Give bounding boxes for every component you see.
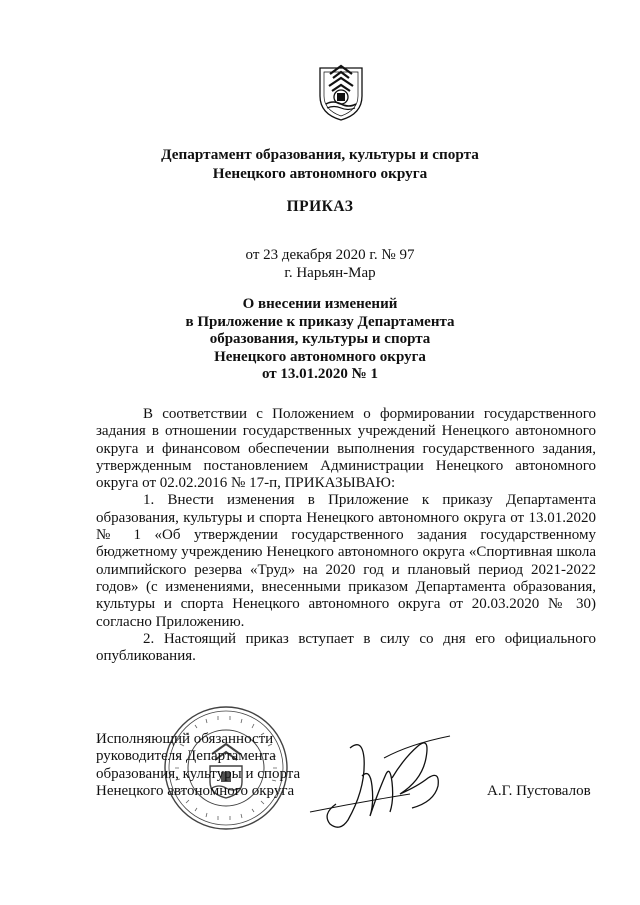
order-item-1: 1. Внести изменения в Приложение к приказу Департамента образования, культуры и спорта Ненецкого автономного округа от 13.01.2020 № 1 «Об утверждении государственного задания государственному бюджетному учреждению Ненецкого автономного округа «Спортивная школа олимпийского резерва «Труд» на 2020 год и плановый период 2021-2022 годов» (с изменениями, внесенными приказом Департамента образования, культуры и спорта Ненецкого автономного округа от 20.03.2020 № 30) согласно Приложению. xyxy=(96,492,596,630)
subject-line-5: от 13.01.2020 № 1 xyxy=(262,366,378,382)
handwritten-signature xyxy=(300,728,470,838)
order-item-2: 2. Настоящий приказ вступает в силу со дня его официального опубликования. xyxy=(96,630,596,665)
signatory-name: А.Г. Пустовалов xyxy=(487,783,591,799)
subject-line-3: образования, культуры и спорта xyxy=(209,331,431,347)
signatory-block xyxy=(96,731,300,800)
subject-line-4: Ненецкого автономного округа xyxy=(214,348,426,365)
date-block xyxy=(10,246,640,282)
preamble-paragraph: В соответствии с Положением о формировании государственного задания в отношении государственных учреждений Ненецкого автономного округа и финансовом обеспечении выполнения государственного задания, утвержденным постановлением Администрации Ненецкого автономного округа от 02.02.2016 № 17-п, ПРИКАЗЫВАЮ: xyxy=(96,406,596,492)
organization-name-line-1: Департамент образования, культуры и спорта xyxy=(161,146,479,163)
document-body xyxy=(96,406,596,665)
signatory-line-1: Исполняющий обязанности xyxy=(96,731,274,747)
coat-of-arms-icon xyxy=(316,60,366,122)
organization-name-line-2: Ненецкого автономного округа xyxy=(212,165,428,182)
document-place: г. Нарьян-Мар xyxy=(284,265,376,281)
signatory-line-3: образования, культуры и спорта xyxy=(96,765,301,782)
document-date-number: от 23 декабря 2020 г. № 97 xyxy=(245,247,415,263)
document-subject xyxy=(0,296,640,384)
subject-line-1: О внесении изменений xyxy=(242,296,398,312)
document-type: ПРИКАЗ xyxy=(286,198,354,215)
signatory-line-4: Ненецкого автономного округа xyxy=(96,782,295,799)
subject-line-2: в Приложение к приказу Департамента xyxy=(185,313,455,330)
signatory-line-2: руководителя Департамента xyxy=(96,748,276,765)
organization-header xyxy=(0,145,640,183)
